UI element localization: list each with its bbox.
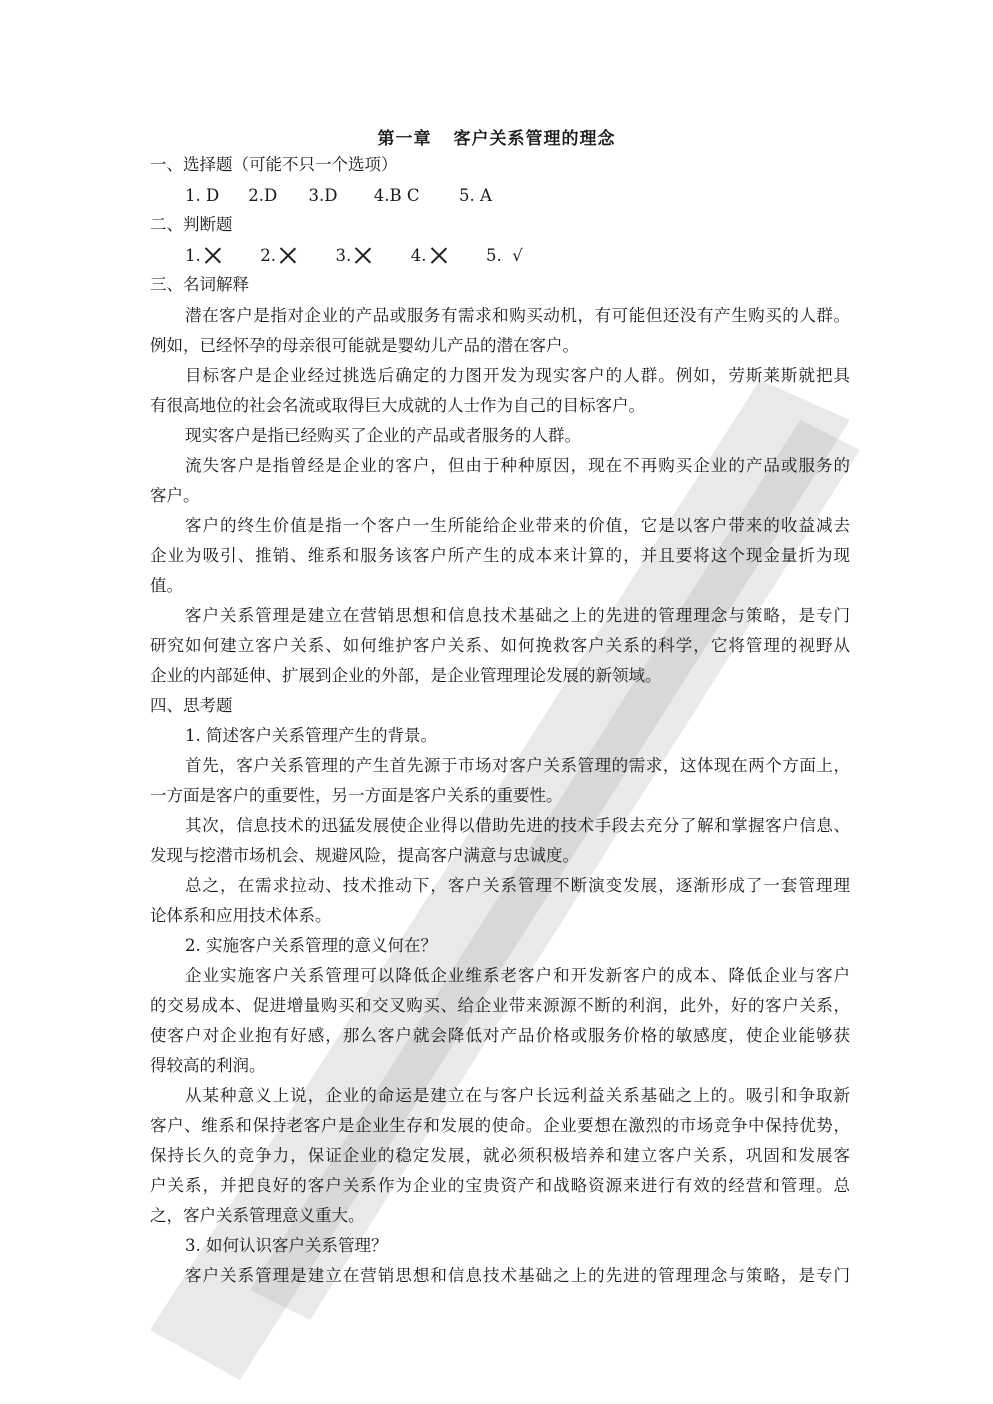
question-title: 1. 简述客户关系管理产生的背景。: [185, 726, 437, 745]
cross-icon: [355, 247, 371, 263]
chapter-name: 客户关系管理的理念: [453, 129, 616, 149]
chapter-number: 第一章: [377, 129, 432, 149]
paragraph-line: 总之，在需求拉动、技术推动下，客户关系管理不断演变发展，逐渐形成了一套管理理: [185, 876, 850, 895]
cross-icon: [205, 247, 221, 263]
paragraph-line: 从某种意义上说，企业的命运是建立在与客户长远利益关系基础之上的。吸引和争取新: [185, 1086, 850, 1105]
paragraph-line: 企业为吸引、推销、维系和服务该客户所产生的成本来计算的，并且要将这个现金量折为现: [150, 546, 850, 565]
section-heading-judgement: 二、判断题: [150, 215, 233, 234]
question-title: 3. 如何认识客户关系管理？: [185, 1236, 388, 1255]
judgement-answers: [185, 241, 523, 271]
choice-answer-2: 2.D: [248, 186, 278, 205]
paragraph-line: 潜在客户是指对企业的产品或服务有需求和购买动机，有可能但还没有产生购买的人群。: [185, 306, 850, 325]
paragraph-line: 客户。: [150, 486, 200, 505]
section-heading-questions: 四、思考题: [150, 696, 233, 715]
paragraph-line: 其次，信息技术的迅猛发展使企业得以借助先进的技术手段去充分了解和掌握客户信息、: [185, 816, 850, 835]
paragraph-line: 有很高地位的社会名流或取得巨大成就的人士作为自己的目标客户。: [150, 396, 645, 415]
paragraph-line: 企业实施客户关系管理可以降低企业维系老客户和开发新客户的成本、降低企业与客户: [185, 966, 850, 985]
paragraph-line: 流失客户是指曾经是企业的客户，但由于种种原因，现在不再购买企业的产品或服务的: [185, 456, 850, 475]
question-title: 2. 实施客户关系管理的意义何在？: [185, 936, 437, 955]
paragraph-line: 发现与挖潜市场机会、规避风险，提高客户满意与忠诚度。: [150, 846, 579, 865]
paragraph-line: 之，客户关系管理意义重大。: [150, 1206, 365, 1225]
paragraph-line: 保持长久的竞争力，保证企业的稳定发展，就必须积极培养和建立客户关系，巩固和发展客: [150, 1146, 850, 1165]
cross-icon: [280, 247, 296, 263]
cross-icon: [431, 247, 447, 263]
paragraph-line: 一方面是客户的重要性，另一方面是客户关系的重要性。: [150, 786, 563, 805]
judgement-item-3: 3.: [336, 241, 406, 271]
paragraph-line: 目标客户是企业经过挑选后确定的力图开发为现实客户的人群。例如，劳斯莱斯就把具: [185, 366, 850, 385]
choice-answer-3: 3.D: [308, 186, 338, 205]
paragraph-line: 例如，已经怀孕的母亲很可能就是婴幼儿产品的潜在客户。: [150, 336, 579, 355]
paragraph-line: 首先，客户关系管理的产生首先源于市场对客户关系管理的需求，这体现在两个方面上，: [185, 756, 850, 775]
paragraph-line: 值。: [150, 576, 183, 595]
choice-answer-1: 1. D: [185, 186, 220, 205]
paragraph-line: 现实客户是指已经购买了企业的产品或者服务的人群。: [185, 426, 581, 445]
paragraph-line: 论体系和应用技术体系。: [150, 906, 332, 925]
paragraph-line: 得较高的利润。: [150, 1056, 266, 1075]
paragraph-line: 研究如何建立客户关系、如何维护客户关系、如何挽救客户关系的科学，它将管理的视野从: [150, 636, 850, 655]
paragraph-line: 客户关系管理是建立在营销思想和信息技术基础之上的先进的管理理念与策略，是专门: [185, 1266, 850, 1285]
chapter-title: [0, 124, 993, 149]
paragraph-line: 户关系，并把良好的客户关系作为企业的宝贵资产和战略资源来进行有效的经营和管理。总: [150, 1176, 850, 1195]
paragraph-line: 客户关系管理是建立在营销思想和信息技术基础之上的先进的管理理念与策略，是专门: [185, 606, 850, 625]
choice-answer-4: 4.B C: [373, 186, 420, 205]
section-heading-choice: 一、选择题（可能不只一个选项）: [150, 155, 398, 174]
paragraph-line: 客户的终生价值是指一个客户一生所能给企业带来的价值，它是以客户带来的收益减去: [185, 516, 850, 535]
paragraph-line: 的交易成本、促进增量购买和交叉购买、给企业带来源源不断的利润，此外，好的客户关系，: [150, 996, 850, 1015]
judgement-item-5: 5. √: [486, 241, 523, 271]
paragraph-line: 客户、维系和保持老客户是企业生存和发展的使命。企业要想在激烈的市场竞争中保持优势，: [150, 1116, 850, 1135]
check-icon: √: [512, 246, 523, 265]
judgement-item-4: 4.: [411, 241, 481, 271]
judgement-item-1: 1.: [185, 241, 255, 271]
choice-answers: [185, 181, 492, 211]
paragraph-line: 企业的内部延伸、扩展到企业的外部，是企业管理理论发展的新领域。: [150, 666, 662, 685]
section-heading-terms: 三、名词解释: [150, 275, 249, 294]
choice-answer-5: 5. A: [459, 186, 492, 205]
judgement-item-2: 2.: [260, 241, 330, 271]
paragraph-line: 使客户对企业抱有好感，那么客户就会降低对产品价格或服务价格的敏感度，使企业能够获: [150, 1026, 850, 1045]
